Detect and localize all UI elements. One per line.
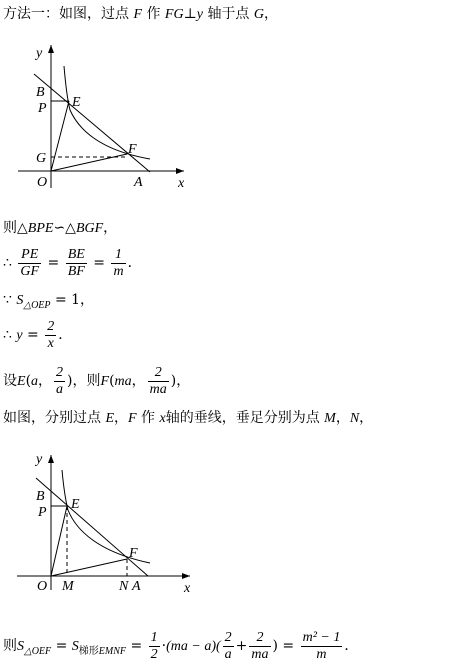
- fig1-label-B: B: [36, 85, 45, 100]
- fig1-label-P: P: [38, 101, 47, 116]
- fig2-label-P: P: [38, 505, 47, 520]
- line7-end: ，: [359, 410, 374, 426]
- equals: =: [93, 255, 105, 271]
- line1-end: ，: [264, 6, 279, 22]
- numerator: 1: [150, 629, 158, 645]
- figure-2-graphics: [17, 455, 190, 590]
- fig1-label-O: O: [37, 175, 48, 190]
- text-line-4: [3, 290, 94, 316]
- area-S: S: [71, 639, 79, 654]
- triangle-BPE: BPE: [27, 221, 54, 236]
- line2-ze: 则△: [3, 220, 28, 236]
- fig2-label-M: M: [62, 579, 74, 594]
- numerator: 2: [224, 629, 232, 645]
- fig2-label-O: O: [37, 579, 48, 594]
- fraction-2-a: [54, 365, 65, 398]
- line5-end: ．: [58, 327, 73, 343]
- comma: ，: [335, 410, 350, 426]
- fraction-result: [301, 630, 343, 663]
- denominator: 2: [150, 646, 158, 662]
- fig1-hyperbola: [64, 66, 150, 159]
- line1-zuo: 作: [146, 6, 161, 22]
- fig2-hyperbola: [62, 470, 150, 563]
- equals: =: [55, 638, 68, 654]
- denominator: a: [56, 381, 64, 397]
- line6-she: 设: [3, 373, 17, 389]
- fig2-x-arrow: [182, 573, 190, 579]
- point-F: F: [133, 7, 143, 22]
- line6-mid: ，则: [72, 373, 101, 389]
- because-symbol: ∵: [3, 292, 12, 308]
- fig1-label-x: x: [178, 176, 185, 191]
- denominator: x: [47, 335, 54, 351]
- var-y: y: [16, 328, 23, 343]
- line7-text2: 作: [141, 410, 156, 426]
- equals: =: [130, 638, 143, 654]
- point-G: G: [253, 7, 265, 22]
- area-S: S: [16, 293, 24, 308]
- text-line-2: [3, 218, 117, 239]
- fraction-1-m: [111, 247, 125, 280]
- line8-ze: 则: [3, 638, 17, 654]
- area-subscript: △OEF: [24, 646, 52, 657]
- perp-symbol: ⊥: [183, 6, 197, 22]
- text-line-8: [3, 628, 358, 670]
- equals: =: [282, 638, 295, 654]
- equals: =: [47, 255, 60, 271]
- comma: ，: [38, 373, 53, 389]
- paren: (: [109, 373, 115, 389]
- trapezoid-subscript: 梯形: [78, 646, 99, 657]
- fig1-label-y: y: [36, 46, 43, 61]
- var-ma: ma: [114, 374, 132, 389]
- triangle-BGF: BGF: [75, 221, 104, 236]
- fig1-y-arrow: [48, 45, 54, 53]
- figure-1-graphics: [18, 45, 184, 188]
- fig1-x-arrow: [176, 168, 184, 174]
- line1-zhou: 轴于点: [207, 6, 250, 22]
- line1-prefix: 方法一：如图，过点: [3, 6, 129, 22]
- fig2-label-N: N: [119, 579, 129, 594]
- line7-text3: 轴的垂线，垂足分别为点: [165, 410, 320, 426]
- therefore-symbol: ∴: [3, 327, 12, 343]
- axis-y: y: [196, 7, 203, 22]
- denominator: GF: [20, 263, 40, 279]
- fraction-1-2: [149, 630, 160, 663]
- line6-end: ，: [176, 373, 191, 389]
- numerator: 2: [249, 630, 270, 647]
- text-line-6: [3, 364, 190, 399]
- comma: ，: [131, 373, 146, 389]
- denominator: a: [224, 646, 232, 662]
- comma: ，: [114, 410, 129, 426]
- fig2-label-x: x: [184, 581, 191, 596]
- var-a: a: [31, 374, 39, 389]
- point-F: F: [128, 411, 137, 426]
- denominator: ma: [149, 381, 167, 397]
- point-M: M: [324, 411, 336, 426]
- fraction-BE-BF: [66, 247, 87, 280]
- line2-end: ，: [103, 220, 118, 236]
- fig2-label-E: E: [71, 497, 80, 512]
- paren: ): [67, 373, 73, 389]
- text-line-3: [3, 246, 142, 280]
- line4-rest: = 1，: [54, 292, 95, 308]
- denominator: m: [316, 646, 327, 662]
- fraction-2-x: [45, 319, 56, 352]
- line7-text1: 如图，分别过点: [3, 410, 101, 426]
- fig2-label-y: y: [36, 452, 43, 467]
- denominator: BF: [67, 263, 85, 279]
- line8-end: ．: [344, 638, 359, 654]
- fraction-2-ma: [249, 630, 270, 663]
- numerator: 2: [148, 365, 169, 382]
- denominator: ma: [251, 646, 269, 662]
- fraction-2-ma: [148, 365, 169, 398]
- fig2-y-arrow: [48, 455, 54, 463]
- numerator: BE: [67, 246, 85, 262]
- numerator: 2: [56, 364, 64, 380]
- plus: +: [235, 638, 248, 654]
- point-N: N: [349, 411, 360, 426]
- fraction-PE-GF: [18, 247, 41, 280]
- segment-FG: FG: [164, 7, 184, 22]
- paren: ): [170, 373, 177, 389]
- expr-paren: (ma − a)(: [166, 639, 221, 654]
- denominator: m: [113, 263, 124, 279]
- point-E: E: [105, 411, 115, 426]
- fig2-label-B: B: [36, 489, 45, 504]
- fraction-2-a: [223, 630, 234, 663]
- fig1-label-E: E: [72, 95, 81, 110]
- similar-symbol: ∽△: [53, 220, 76, 236]
- point-F: F: [100, 374, 110, 389]
- fig2-line-AB: [36, 478, 148, 576]
- paren: (: [25, 373, 32, 389]
- numerator: 1: [111, 247, 125, 264]
- fig1-label-G: G: [36, 151, 47, 166]
- fig2-segment-OF: [51, 559, 127, 576]
- fig2-label-A: A: [132, 579, 141, 594]
- fig1-label-F: F: [128, 142, 137, 157]
- text-line-7: [3, 408, 373, 429]
- numerator: 2: [47, 318, 55, 334]
- trapezoid-name: EMNF: [98, 646, 126, 657]
- text-line-1: [3, 4, 278, 25]
- paren: ): [272, 638, 278, 654]
- fig1-line-AB: [34, 74, 150, 172]
- area-subscript: △OEP: [23, 300, 51, 311]
- fig1-segment-OE: [51, 101, 69, 171]
- equals: =: [27, 327, 39, 343]
- fig1-segment-OF: [51, 154, 127, 171]
- axis-x: x: [159, 411, 166, 426]
- therefore-symbol: ∴: [3, 255, 12, 271]
- fig1-label-A: A: [134, 175, 143, 190]
- fig2-segment-OE: [51, 506, 67, 576]
- numerator: PE: [18, 247, 41, 264]
- dot: ·: [161, 638, 167, 654]
- numerator: m² − 1: [302, 629, 341, 645]
- line3-end: ．: [127, 255, 142, 271]
- fig2-label-F: F: [129, 546, 138, 561]
- area-S: S: [17, 639, 24, 654]
- text-line-5: [3, 318, 72, 353]
- point-E: E: [17, 374, 26, 389]
